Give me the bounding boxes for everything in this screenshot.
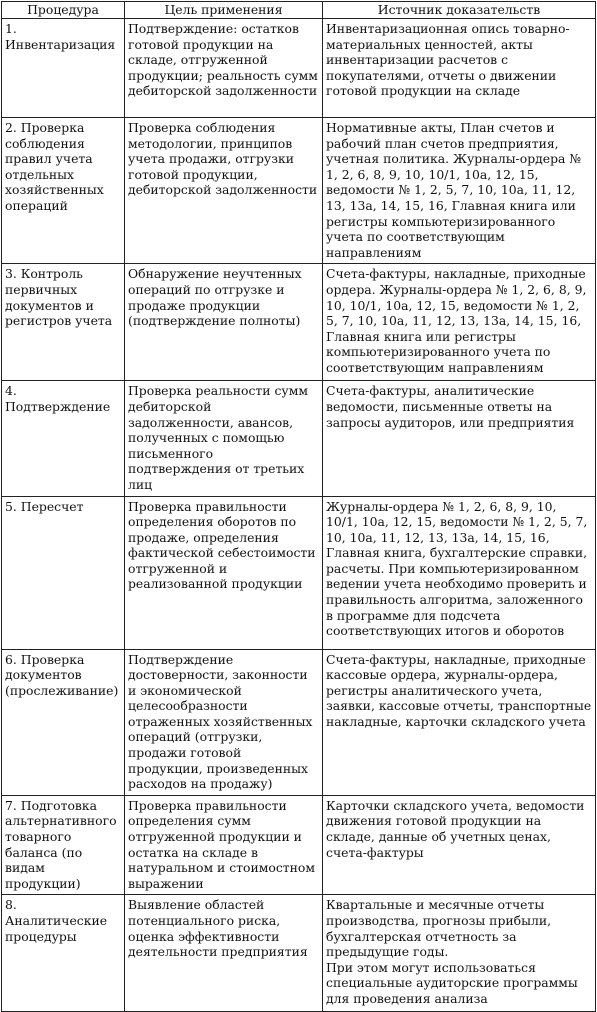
purpose-cell: Проверка правильности определения сумм отгруженной продукции и остатка на складе в натуральном и стоимостном выражении [125, 795, 323, 895]
procedure-cell: 5. Пересчет [2, 496, 125, 649]
evidence-source-cell [323, 496, 596, 649]
procedure-cell: 8. Аналитические процедуры [2, 895, 125, 1012]
table-row [2, 496, 596, 649]
table-row [2, 895, 596, 1012]
evidence-source-cell [323, 381, 596, 496]
procedure-cell: 2. Проверка соблюдения правил учета отдельных хозяйственных операций [2, 118, 125, 264]
table-row [2, 649, 596, 795]
evidence-source-cell [323, 795, 596, 895]
evidence-source-text: Счета-фактуры, накладные, приходные кассовые ордера, журналы-ордера, регистры аналитического учета, заявки, кассовые отчеты, транспортные накладные, карточки складского учета [326, 651, 592, 729]
table-header-row [2, 2, 596, 19]
evidence-source-text: Журналы-ордера № 1, 2, 6, 8, 9, 10, 10/1, 10а, 12, 15, ведомости № 1, 2, 5, 7, 10, 10а, 11, 12, 13, 13а, 14, 15, 16, Главная книга, бухгалтерские справки, расчеты. При компьютеризированном ведении учета необходимо проверить и правильность алгоритма, заложенного в программе для подсчета соответствующих итогов и оборотов [326, 498, 588, 639]
evidence-source-text: Карточки складского учета, ведомости движения готовой продукции на складе, данные об учетных ценах, счета-фактуры [326, 797, 585, 860]
evidence-source-text: Квартальные и месячные отчеты производства, прогнозы прибыли, бухгалтерская отчетность за предыдущие годы. [326, 897, 552, 960]
purpose-cell: Подтверждение: остатков готовой продукции на складе, отгруженной продукции; реальность сумм дебиторской задолженности [125, 19, 323, 118]
purpose-cell: Проверка соблюдения методологии, принципов учета продажи, отгрузки готовой продукции, дебиторской задолженности [125, 118, 323, 264]
procedure-cell: 6. Проверка документов (прослеживание) [2, 649, 125, 795]
header-purpose: Цель применения [125, 2, 323, 19]
evidence-source-text: Нормативные акты, План счетов и рабочий план счетов предприятия, учетная политика. Журналы-ордера № 1, 2, 6, 8, 9, 10, 10/1, 10а, 12, 15, ведомости № 1, 2, 5, 7, 10, 10а, 11, 12, 13, 13а, 14, 15, 16, Главная книга или регистры компьютеризированного учета по соответствующим направлениям [326, 120, 582, 260]
purpose-cell: Обнаружение неучтенных операций по отгрузке и продаже продукции (подтверждение полноты) [125, 264, 323, 381]
table-row [2, 381, 596, 496]
purpose-cell: Выявление областей потенциального риска, оценка эффективности деятельности предприятия [125, 895, 323, 1012]
evidence-source-cell [323, 118, 596, 264]
purpose-cell: Проверка правильности определения оборотов по продаже, определения фактической себестоимости отгруженной и реализованной продукции [125, 496, 323, 649]
purpose-cell: Проверка реальности сумм дебиторской задолженности, авансов, полученных с помощью письменного подтверждения от третьих лиц [125, 381, 323, 496]
evidence-source-cell [323, 19, 596, 118]
purpose-cell: Подтверждение достоверности, законности и экономической целесообразности отраженных хозяйственных операций (отгрузки, продажи готовой продукции, произведенных расходов на продажу) [125, 649, 323, 795]
procedure-cell: 3. Контроль первичных документов и регистров учета [2, 264, 125, 381]
evidence-source-text: Счета-фактуры, накладные, приходные ордера. Журналы-ордера № 1, 2, 6, 8, 9, 10, 10/1, 10а, 12, 15, ведомости № 1, 2, 5, 7, 10, 10а, 11, 12, 13, 13а, 14, 15, 16, Главная книга или регистры компьютеризированного учета по соответствующим направлениям [326, 266, 587, 375]
header-procedure: Процедура [2, 2, 125, 19]
header-evidence-source: Источник доказательств [323, 2, 596, 19]
procedure-cell: 7. Подготовка альтернативного товарного баланса (по видам продукции) [2, 795, 125, 895]
evidence-source-text: Инвентаризационная опись товарно-материальных ценностей, акты инвентаризации расчетов с покупателями, отчеты о движении готовой продукции на складе [326, 21, 570, 99]
table-row [2, 19, 596, 118]
table-row [2, 118, 596, 264]
procedure-cell: 4. Подтверждение [2, 381, 125, 496]
evidence-source-cell [323, 649, 596, 795]
evidence-source-text: Счета-фактуры, аналитические ведомости, письменные ответы на запросы аудиторов, или предприятия [326, 383, 575, 430]
audit-procedures-table [1, 1, 596, 1012]
evidence-source-cell [323, 895, 596, 1012]
table-row [2, 795, 596, 895]
evidence-source-cell [323, 264, 596, 381]
evidence-source-note: При этом могут использоваться специальные аудиторские программы для проведения анализа [326, 959, 578, 1006]
table-row [2, 264, 596, 381]
procedure-cell: 1. Инвентаризация [2, 19, 125, 118]
